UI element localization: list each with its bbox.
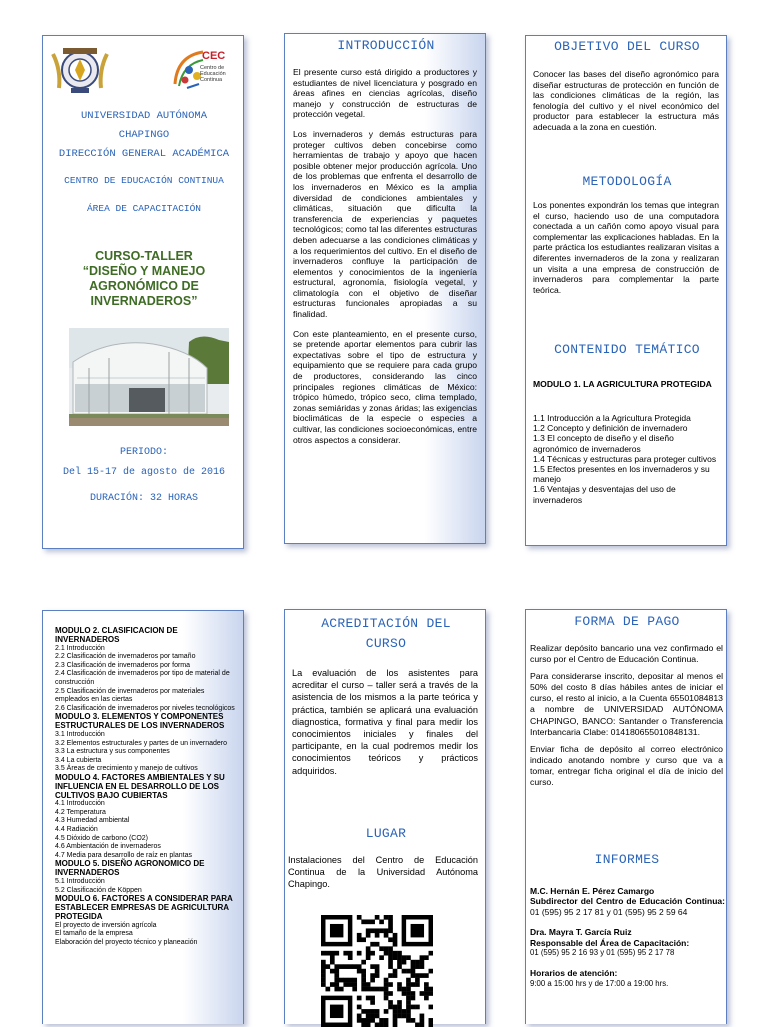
info-title: INFORMES: [594, 852, 660, 867]
accreditation-text: La evaluación de los asistentes para acreditar el curso – taller será a través de la asistencia de los mismos a la parte teórica y práctica, también se aplicará una evaluación diagnostica, formativa y final para medir los conocimientos iniciales y finales del participante, en la cual podremos medir los conocimientos teóricos y prácticos adquiridos.: [292, 668, 478, 776]
module1-title: MODULO 1. LA AGRICULTURA PROTEGIDA: [533, 379, 712, 389]
list-item: 2.5 Clasificación de invernaderos por materiales empleados en las ciertas: [55, 687, 205, 704]
payment-paragraph-3: Enviar ficha de depósito al correo electrónico indicado anotando nombre y curso que va a tomar, entregar ficha original el día de inicio del curso.: [530, 743, 723, 788]
duration: DURACIÓN: 32 HORAS: [89, 493, 199, 504]
course-title-line-2: AGRONÓMICO DE: [89, 279, 199, 293]
university-name-2: CHAPINGO: [118, 129, 170, 141]
list-item: 4.6 Ambientación de invernaderos: [55, 843, 161, 851]
contact1-name: M.C. Hernán E. Pérez Camargo: [530, 886, 655, 896]
hours-text: 9:00 a 15:00 hrs y de 17:00 a 19:00 hrs.: [530, 978, 669, 988]
list-item: 1.2 Concepto y definición de invernadero: [533, 423, 688, 434]
accreditation-panel: [284, 609, 486, 1024]
module2-title: MODULO 2. CLASIFICACION DE INVERNADEROS: [55, 626, 178, 644]
list-item: 1.3 El concepto de diseño y el diseño agronómico de invernaderos: [533, 433, 674, 454]
module1-list: [533, 413, 719, 505]
cec-logo-sub3: Continua: [200, 77, 223, 83]
place-title: LUGAR: [365, 826, 407, 841]
list-item: El tamaño de la empresa: [55, 930, 133, 938]
modules-panel: [42, 610, 244, 1024]
list-item: 1.1 Introducción a la Agricultura Protegida: [533, 413, 691, 423]
list-item: 4.4 Radiación: [55, 826, 98, 834]
list-item: 4.1 Introducción: [55, 800, 105, 808]
intro-paragraph-2: Los invernaderos y demás estructuras para proteger cultivos deben concebirse como herramientas de trabajo y apoyo que hacen posible obtener mejor producción agrícola. Uno de los problemas que enfrenta el desarrollo de los invernaderos en México es la amplia diversidad de condiciones ambientales y climáticas, situación que dificulta la transferencia de experiencias y paquetes tecnológicos; como tal las diferentes estructuras deben adecuarse a las condiciones climáticas y a los requerimientos del cultivo. En el diseño de invernaderos confluye la participación de elementos y conocimientos de la ingeniería estructural, agronomía, fisiología vegetal, y climatología con el objetivo de diseñar estructuras funcionales apropiadas a su finalidad.: [293, 128, 477, 320]
list-item: Elaboración del proyecto técnico y planeación: [55, 938, 198, 946]
module6-list: [55, 922, 239, 948]
university-name: UNIVERSIDAD AUTÓNOMA: [80, 110, 208, 122]
period-label: PERIODO:: [119, 447, 168, 458]
cover-panel: [42, 35, 244, 549]
list-item: 4.2 Temperatura: [55, 808, 106, 816]
module3-title: MODULO 3. ELEMENTOS Y COMPONENTES ESTRUCTURALES DE LOS INVERNADEROS: [55, 712, 225, 731]
list-item: 1.5 Efectos presentes en los invernaderos y su manejo: [533, 464, 710, 485]
accreditation-title-1: ACREDITACIÓN DEL: [321, 616, 451, 631]
cec-logo-sub2: Educación: [200, 71, 226, 77]
objective-text: Conocer las bases del diseño agronómico para diseñar estructuras de protección en función de las condiciones climáticas de la región, las fenología del cultivo y el nivel económico del productor para establecer la estructura más adecuada a la zona en cuestión.: [533, 69, 719, 132]
list-item: 5.2 Clasificación de Köppen: [55, 886, 142, 894]
module5-title: MODULO 5. DISEÑO AGRONOMICO DE INVERNADEROS: [55, 859, 205, 878]
payment-paragraph-2: Para considerarse inscrito, depositar al menos el 50% del costo 8 días hábiles antes de iniciar el curso, el resto al inicio, a la Cuenta 65501084813 a nombre de UNIVERSIDAD AUTÓNOMA CHAPINGO, BANCO: Santander o Transferencia Interbancaria Clabe: 014180655010848131.: [530, 671, 723, 737]
place-text: Instalaciones del Centro de Educación Continua de la Universidad Autónoma Chapingo.: [288, 855, 478, 890]
greenhouse-photo: [69, 328, 229, 426]
contact2-role: Responsable del Área de Capacitación:: [530, 937, 690, 948]
contact2-name: Dra. Mayra T. García Ruiz: [530, 927, 632, 938]
list-item: 2.3 Clasificación de invernaderos por forma: [55, 661, 191, 669]
contact1-role: Subdirector del Centro de Educación Continua:: [530, 896, 725, 907]
uach-logo-icon: [49, 44, 111, 96]
list-item: 2.2 Clasificación de invernaderos por tamaño: [55, 653, 196, 661]
area-name: ÁREA DE CAPACITACIÓN: [86, 203, 202, 214]
accreditation-title-2: CURSO: [365, 636, 407, 651]
methodology-text: Los ponentes expondrán los temas que integran el curso, haciendo uso de una computadora conectada a un cañón como apoyo visual para complementar las explicaciones habladas. En la parte práctica los estudiantes realizaran visitas a diferentes invernaderos de la zona y realizaran un visita a una empresa de construcción de invernaderos para complementar la parte teórica.: [533, 200, 719, 295]
academic-direction: DIRECCIÓN GENERAL ACADÉMICA: [58, 148, 230, 160]
intro-paragraph-3: Con este planteamiento, en el presente curso, se pretende aportar elementos para cubrir las expectativas sobre el tipo de estructura y equipamiento que se requiere para cada grupo de productores, considerando las cinco principales regiones climáticas de México: trópico húmedo, trópico seco, clima templado, zonas semiáridas y zonas áridas; las exigencias bioclimáticas de la especie o especies a cultivar, las condiciones socioeconómicas, entre otros aspectos a considerar.: [293, 328, 477, 445]
intro-title: INTRODUCCIÓN: [337, 38, 435, 53]
module2-list: [55, 645, 239, 714]
module5-list: [55, 878, 239, 895]
module4-title: MODULO 4. FACTORES AMBIENTALES Y SU INFLUENCIA EN EL DESARROLLO DE LOS CULTIVOS BAJO CUBIERTAS: [55, 772, 225, 800]
course-type: CURSO-TALLER: [95, 249, 193, 263]
list-item: 2.1 Introducción: [55, 644, 105, 652]
center-name: CENTRO DE EDUCACIÓN CONTINUA: [64, 175, 224, 186]
qr-code-icon[interactable]: [321, 915, 433, 1027]
list-item: 3.4 La cubierta: [55, 756, 102, 764]
payment-paragraph-1: Realizar depósito bancario una vez confirmado el curso por el Centro de Educación Continua.: [530, 643, 723, 665]
list-item: 1.4 Técnicas y estructuras para proteger cultivos: [533, 453, 717, 464]
contact2-phone: 01 (595) 95 2 16 93 y 01 (595) 95 2 17 78: [530, 948, 675, 958]
methodology-title: METODOLOGÍA: [582, 174, 672, 189]
list-item: 4.5 Dióxido de carbono (CO2): [55, 834, 148, 842]
cec-logo-sub1: Centro de: [200, 65, 225, 71]
payment-title: FORMA DE PAGO: [574, 614, 680, 629]
course-title-line-1: “DISEÑO Y MANEJO: [82, 264, 206, 278]
list-item: 1.6 Ventajas y desventajas del uso de invernaderos: [533, 484, 676, 505]
course-title-line-3: INVERNADEROS”: [90, 294, 198, 308]
content-title: CONTENIDO TEMÁTICO: [554, 342, 700, 357]
module6-title: MODULO 6. FACTORES A CONSIDERAR PARA ESTABLECER EMPRESAS DE AGRICULTURA PROTEGIDA: [55, 894, 233, 921]
contact1-phone: 01 (595) 95 2 17 81 y 01 (595) 95 2 59 64: [530, 906, 688, 917]
list-item: 3.3 La estructura y sus componentes: [55, 748, 170, 756]
list-item: El proyecto de inversión agrícola: [55, 921, 157, 929]
hours-title: Horarios de atención:: [530, 968, 618, 979]
module3-list: [55, 731, 239, 774]
list-item: 5.1 Introducción: [55, 878, 105, 886]
list-item: 2.6 Clasificación de invernaderos por niveles tecnológicos: [55, 704, 235, 712]
objective-title: OBJETIVO DEL CURSO: [554, 39, 700, 54]
payment-panel: [525, 609, 727, 1024]
list-item: 4.7 Media para desarrollo de raíz en plantas: [55, 851, 192, 859]
list-item: 4.3 Humedad ambiental: [55, 817, 130, 825]
intro-paragraph-1: El presente curso está dirigido a productores y estudiantes de nivel licenciatura y posgrado en áreas afines en ciencias agrícolas, diseño manejo y construcción de estructuras de protección vegetal.: [293, 67, 477, 120]
list-item: 3.2 Elementos estructurales y partes de un invernadero: [55, 739, 227, 747]
module4-list: [55, 800, 239, 860]
cec-logo-text: CEC: [202, 50, 226, 62]
list-item: 3.1 Introducción: [55, 730, 105, 738]
list-item: 2.4 Clasificación de invernaderos por tipo de material de construcción: [55, 670, 230, 686]
period-value: Del 15-17 de agosto de 2016: [62, 467, 226, 478]
intro-panel: [284, 33, 486, 544]
list-item: 3.5 Áreas de crecimiento y manejo de cultivos: [55, 765, 198, 773]
objective-panel: [525, 35, 727, 546]
